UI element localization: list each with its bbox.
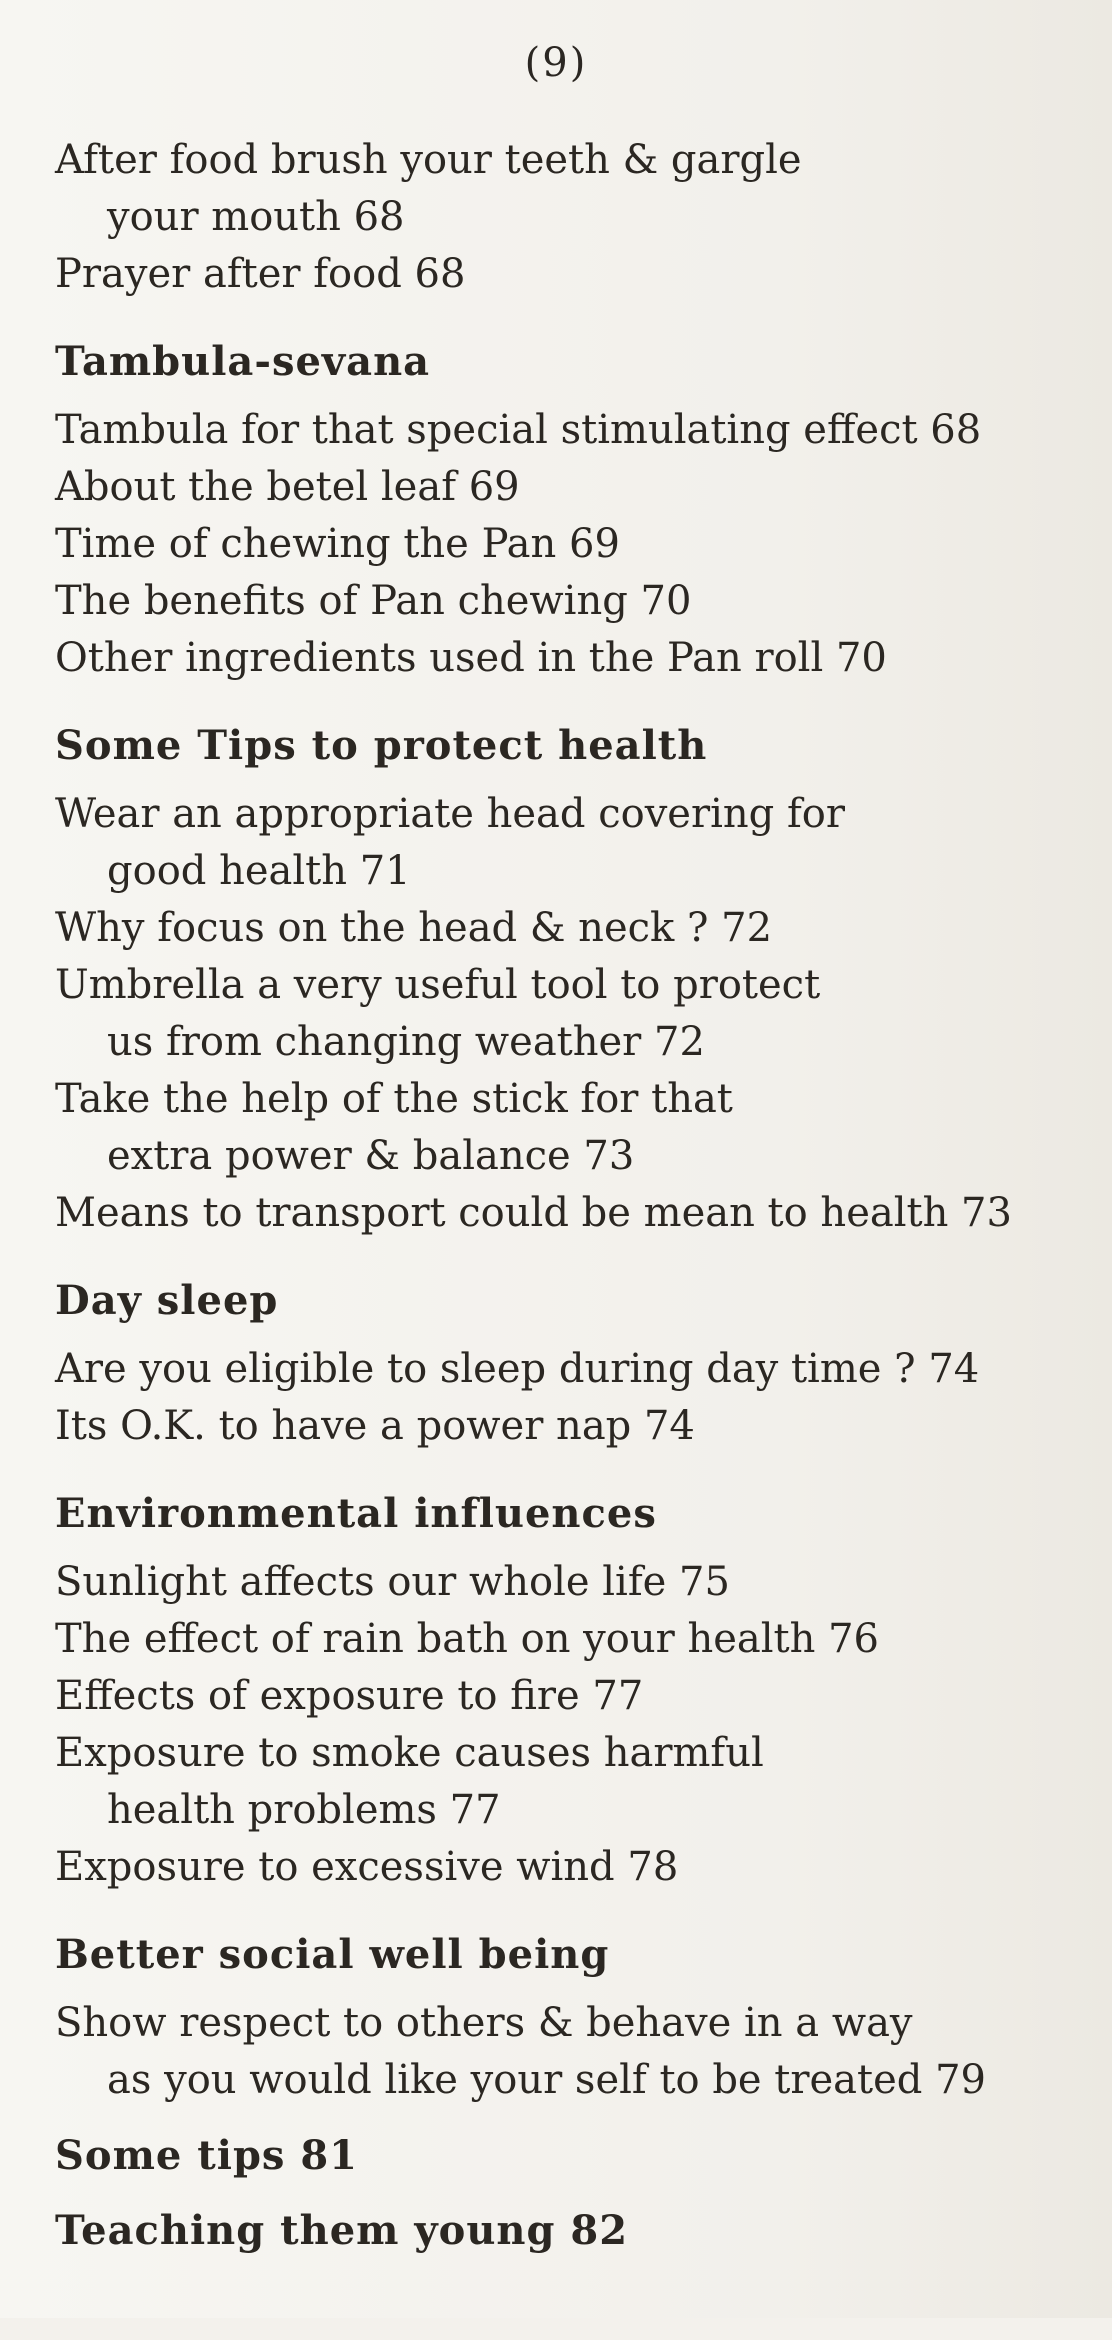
table-of-contents xyxy=(55,132,1095,2259)
toc-entry: good health 71 xyxy=(107,848,411,894)
section-heading: Some tips 81 xyxy=(55,2132,359,2179)
toc-entry: Are you eligible to sleep during day time ? 74 xyxy=(55,1346,980,1392)
toc-entry: health problems 77 xyxy=(107,1787,501,1833)
toc-entry: Its O.K. to have a power nap 74 xyxy=(55,1403,695,1449)
toc-entry: The effect of rain bath on your health 76 xyxy=(55,1616,879,1662)
toc-entry: Other ingredients used in the Pan roll 70 xyxy=(55,635,887,681)
toc-entry: The benefits of Pan chewing 70 xyxy=(55,578,692,624)
toc-entry: Take the help of the stick for that xyxy=(55,1076,733,1122)
section-heading: Day sleep xyxy=(55,1277,279,1324)
toc-entry: Exposure to smoke causes harmful xyxy=(55,1730,764,1776)
section-heading: Better social well being xyxy=(55,1931,610,1978)
toc-entry: Why focus on the head & neck ? 72 xyxy=(55,905,773,951)
section-heading: Environmental influences xyxy=(55,1490,657,1537)
toc-entry: as you would like your self to be treated 79 xyxy=(107,2057,986,2103)
toc-entry: your mouth 68 xyxy=(107,194,405,240)
toc-entry: Time of chewing the Pan 69 xyxy=(55,521,620,567)
page-number: (9) xyxy=(524,40,588,86)
section-heading: Tambula-sevana xyxy=(55,338,431,385)
toc-entry: extra power & balance 73 xyxy=(107,1133,635,1179)
toc-entry: Prayer after food 68 xyxy=(55,251,466,297)
toc-entry: Sunlight affects our whole life 75 xyxy=(55,1559,730,1605)
toc-entry: Show respect to others & behave in a way xyxy=(55,2000,913,2046)
section-heading: Some Tips to protect health xyxy=(55,722,708,769)
toc-entry: Tambula for that special stimulating effect 68 xyxy=(55,407,982,453)
section-heading: Teaching them young 82 xyxy=(55,2207,629,2254)
toc-entry: Wear an appropriate head covering for xyxy=(55,791,845,837)
toc-entry: Exposure to excessive wind 78 xyxy=(55,1844,679,1890)
toc-entry: After food brush your teeth & gargle xyxy=(55,137,802,183)
toc-entry: About the betel leaf 69 xyxy=(55,464,520,510)
toc-entry: Means to transport could be mean to health 73 xyxy=(55,1190,1012,1236)
toc-entry: Umbrella a very useful tool to protect xyxy=(55,962,821,1008)
toc-entry: Effects of exposure to fire 77 xyxy=(55,1673,644,1719)
toc-entry: us from changing weather 72 xyxy=(107,1019,705,1065)
